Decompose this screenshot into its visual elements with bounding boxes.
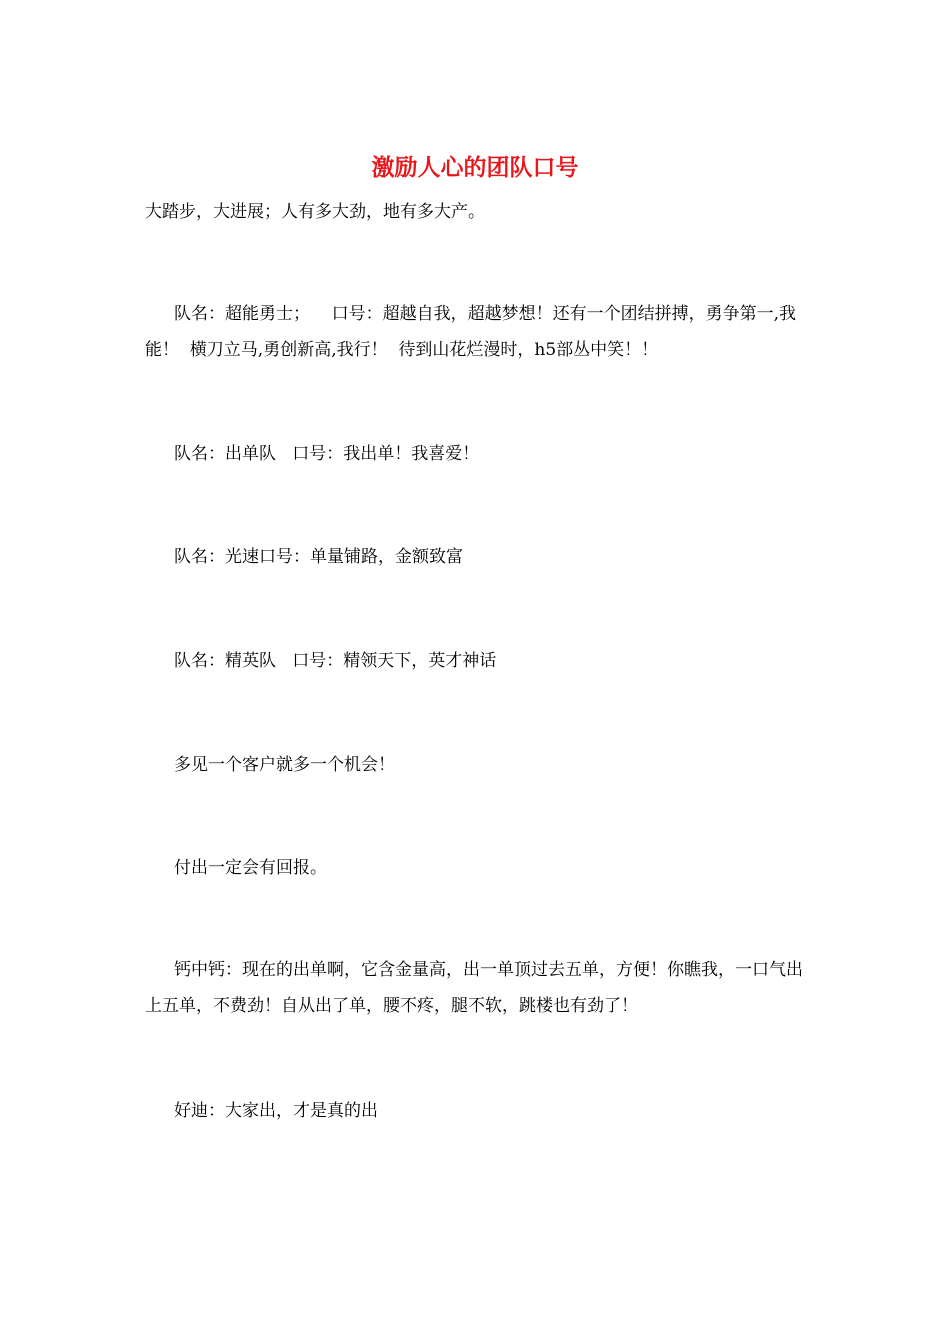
paragraph-more-clients: 多见一个客户就多一个机会！ — [174, 755, 395, 775]
paragraph-team-elite: 队名：精英队 口号：精领天下，英才神话 — [174, 651, 497, 671]
paragraph-calcium-slogan: 钙中钙：现在的出单啊，它含金量高，出一单顶过去五单，方便！你瞧我，一口气出上五单，不费劲！自从出了单，腰不疼，腿不软，跳楼也有劲了！ — [145, 960, 803, 1016]
paragraph-team-lightspeed: 队名：光速口号：单量铺路，金额致富 — [174, 547, 463, 567]
paragraph-team-order: 队名：出单队 口号：我出单！我喜爱！ — [174, 444, 480, 464]
document-title: 激励人心的团队口号 — [371, 154, 579, 181]
paragraph-team-super-warriors: 队名：超能勇士； 口号：超越自我，超越梦想！还有一个团结拼搏，勇争第一,我能！ 横刀立马,勇创新高,我行！ 待到山花烂漫时，h5部丛中笑！！ — [145, 304, 797, 360]
paragraph-haodi-slogan: 好迪：大家出，才是真的出 — [174, 1101, 378, 1121]
paragraph-reward: 付出一定会有回报。 — [174, 858, 327, 878]
paragraph-intro: 大踏步，大进展；人有多大劲，地有多大产。 — [145, 202, 485, 222]
